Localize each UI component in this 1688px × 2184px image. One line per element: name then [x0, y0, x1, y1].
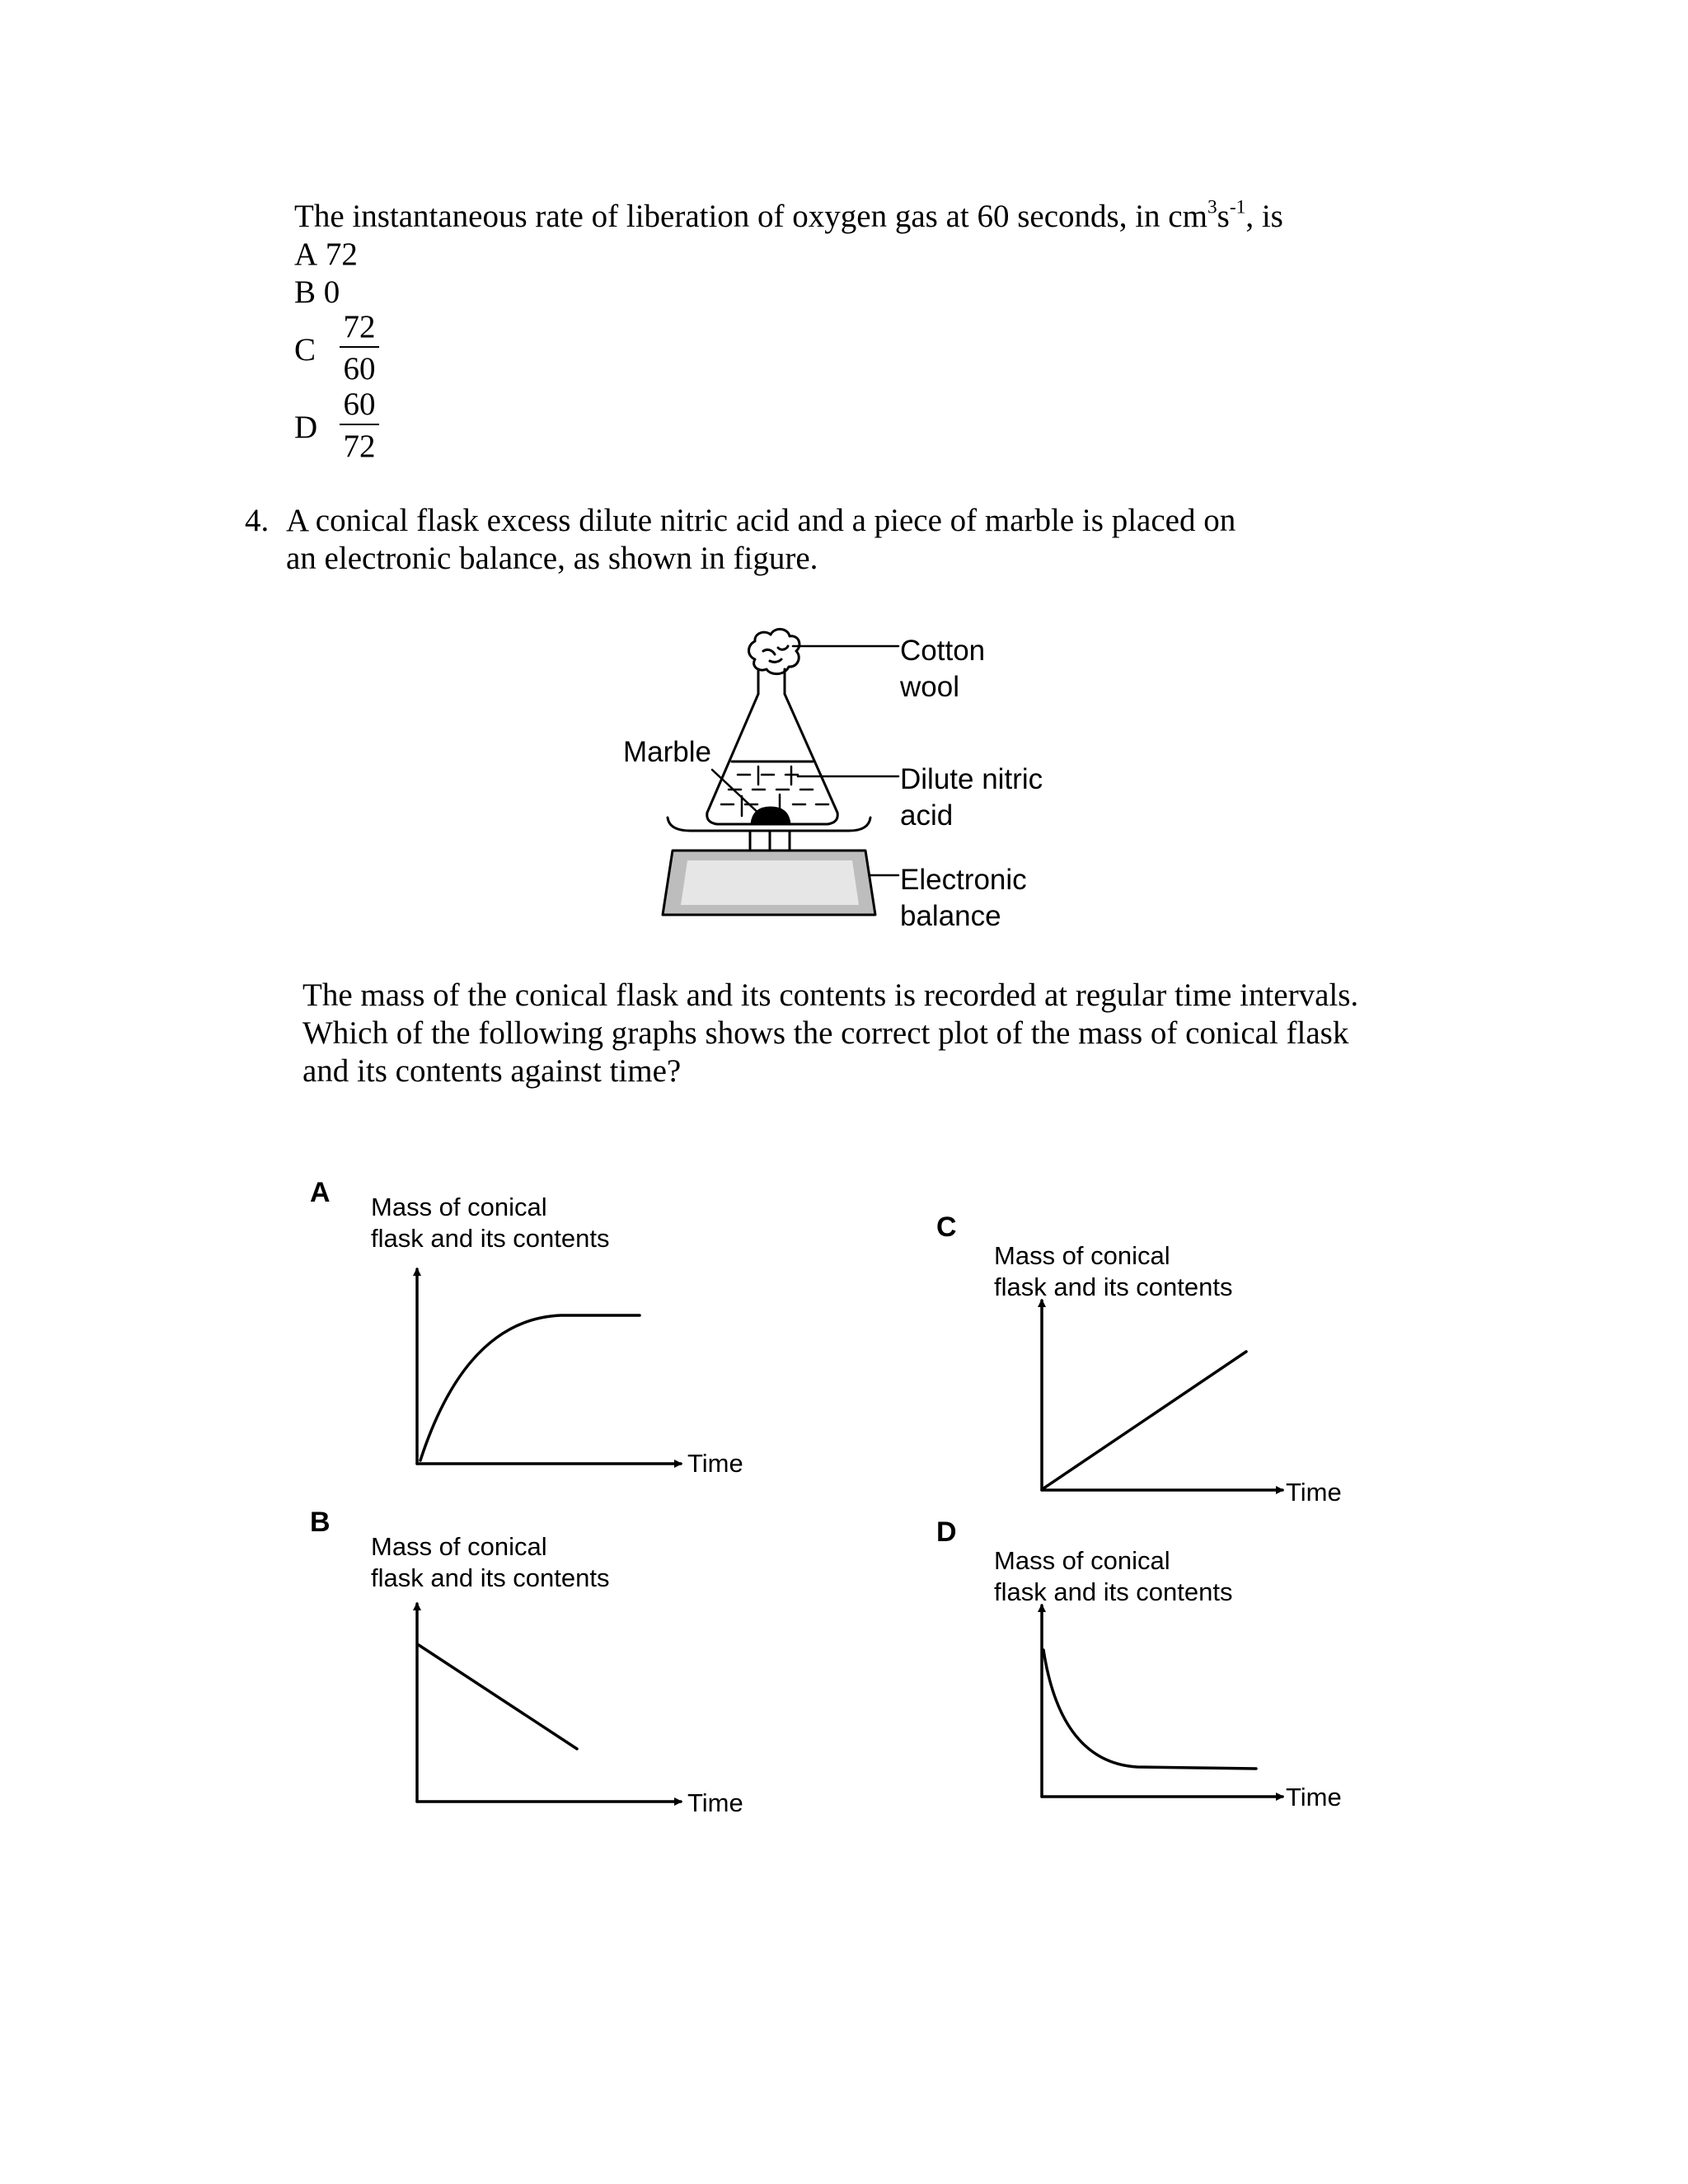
- q3-option-d-letter: D: [294, 410, 318, 445]
- q4-body-line1: The mass of the conical flask and its contents is recorded at regular time intervals.: [302, 977, 1359, 1013]
- graph-c-xlabel: Time: [1286, 1478, 1342, 1507]
- graph-c-ylabel: Mass of conical flask and its contents: [994, 1241, 1233, 1301]
- graph-a-curve: [420, 1315, 640, 1460]
- graph-b-line: [419, 1645, 577, 1749]
- q3-stem-prefix: The instantaneous rate of liberation of oxygen gas at 60 seconds, in cm: [294, 199, 1207, 234]
- label-marble: Marble: [623, 736, 711, 768]
- graph-c-letter: C: [936, 1212, 957, 1243]
- graph-b-ylabel: Mass of conical flask and its contents: [371, 1532, 610, 1592]
- graph-b-letter: B: [310, 1507, 331, 1538]
- fraction-numerator: 72: [343, 309, 376, 344]
- graph-d-curve: [1043, 1650, 1256, 1769]
- fraction-numerator: 60: [343, 387, 376, 422]
- label-dilute-nitric-acid: Dilute nitric acid: [900, 763, 1043, 832]
- option-letter: B: [294, 274, 316, 310]
- graph-a-letter: A: [310, 1177, 331, 1208]
- graph-a: [417, 1269, 681, 1464]
- fraction-denominator: 60: [343, 351, 376, 387]
- q4-number: 4.: [245, 503, 270, 538]
- q4-intro-line2: an electronic balance, as shown in figure.: [286, 541, 818, 576]
- label-cotton-wool: Cotton wool: [900, 635, 986, 703]
- graph-d: [1042, 1605, 1282, 1797]
- q4-intro-line1: A conical flask excess dilute nitric acid and a piece of marble is placed on: [286, 503, 1236, 538]
- option-value: 72: [325, 237, 358, 272]
- graph-b-xlabel: Time: [687, 1788, 743, 1817]
- q3-stem-sup2: -1: [1229, 196, 1246, 218]
- graph-d-ylabel: Mass of conical flask and its contents: [994, 1546, 1233, 1606]
- graph-c: [1042, 1301, 1282, 1490]
- graph-b: [417, 1604, 681, 1802]
- graph-d-letter: D: [936, 1516, 957, 1548]
- graph-a-ylabel: Mass of conical flask and its contents: [371, 1193, 610, 1253]
- q3-stem-sup1: 3: [1207, 196, 1217, 218]
- q3-option-c-letter: C: [294, 332, 316, 368]
- label-electronic-balance: Electronic balance: [900, 864, 1027, 932]
- q4-body-line3: and its contents against time?: [302, 1053, 682, 1089]
- q3-stem-mid: s: [1217, 199, 1230, 234]
- q3-stem-suffix: , is: [1245, 199, 1283, 234]
- graph-d-xlabel: Time: [1286, 1783, 1342, 1811]
- option-letter: A: [294, 237, 318, 272]
- graph-a-xlabel: Time: [687, 1449, 743, 1478]
- option-value: 0: [323, 274, 340, 310]
- fraction-denominator: 72: [343, 429, 376, 464]
- q4-body-line2: Which of the following graphs shows the correct plot of the mass of conical flask: [302, 1015, 1349, 1051]
- graph-c-line: [1043, 1352, 1246, 1488]
